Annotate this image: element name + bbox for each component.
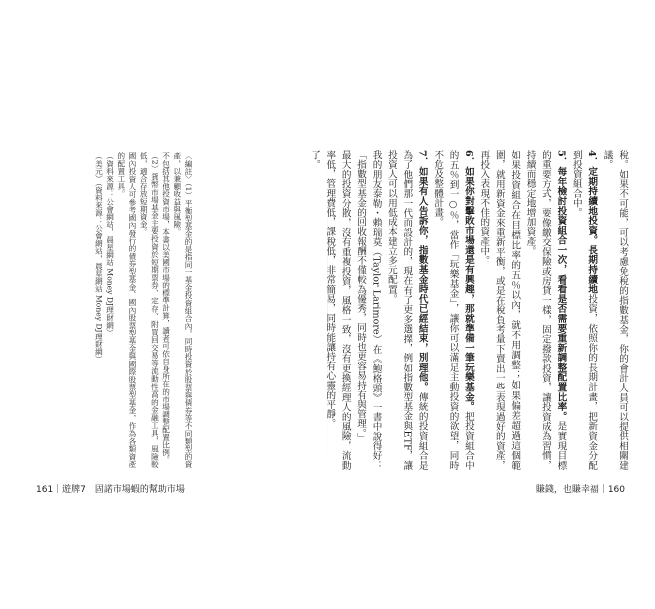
right-page-body xyxy=(324,150,630,470)
paragraph-3: 5．每年檢討投資組合一次，看看是否需要重新調整配置比率。是實現目標的重要方式，要像繳交保險或房貸一樣，固定撥款投資，讓投資成為習慣，持續而穩定地增加資產。 xyxy=(524,150,567,470)
paragraph-5: 6．如果你對擊敗市場還是有興趣，那就準備一筆玩樂基金。把投資組合中的五％到一○％，當作「玩樂基金」，讓你可以滿足主動投資的欲望，同時不危及整體計畫。 xyxy=(432,150,474,470)
paragraph-4: 如果投資組合在目標比率的五％以內，就不用調整；如果偏差超過這個範圍，就用新資金來重新平衡，或是在稅負考量下賣出一些表現過好的資產，再投入表現不佳的資產中。 xyxy=(478,150,521,470)
paragraph-1: 稅。如果不可能，可以考慮免稅的指數基金，你的會計人員可以提供相關建議。 xyxy=(601,150,628,470)
paragraph-2: 4．定期持續地投資。長期持續地投資，依照你的長期計畫，把新資金分配到投資組合中。 xyxy=(570,150,598,470)
paragraph-6: 7．如果有人告訴你，指數基金時代已經結束，別理他。傳統的投資組合是為了他們那一代而設計的，現在有了更多選擇，例如指數型基金與ETF，讓投資人可以用低成本建立多元配置。 xyxy=(385,150,428,470)
note-3: （2）貨幣市場基金主要投資於短期票券、定存、附買回交易等流動性高的金融工具，風險較低，適合存放短期資金。 xyxy=(139,152,160,468)
note-6: （美元）（資料來源：公會網站，晨星網站 Money DJ理財網） xyxy=(94,152,104,363)
editor-notes xyxy=(46,152,194,468)
note-5: （資料來源：公會網站，晨星網站 Money DJ理財網） xyxy=(105,152,115,337)
paragraph-9: 了。 xyxy=(309,150,320,170)
note-4: 國內投資人可參考國內發行的債券型基金、國內股票型基金與國際股票型基金，作為各類資產的配置工具。 xyxy=(116,152,137,468)
paragraph-7: 我的朋友泰勒・賴瑞莫（Taylor Larimore）在《鮑格頭》一書中說得好：「指數型基金的回收報酬不僅較為優秀，同時也更容易持有與管理。」 xyxy=(355,150,382,470)
right-page xyxy=(324,150,630,470)
right-page-footer: 賺錢，也賺幸福｜160 xyxy=(535,485,625,495)
left-page-footer: 161｜遊牌7 固諾市場蝦的幫助市場 xyxy=(36,485,185,495)
left-page-body xyxy=(194,150,322,470)
paragraph-8: 最大的投資分散，沒有重複投資，風格一致，沒有更換經理人的風險，流動率低，管理費低，課稅低，非常簡易，同時能讓持有心靈的平靜。 xyxy=(324,150,351,470)
note-1: 〈編註〉（1）平衡型基金的是指同一基金投資組合內，同時投資於股票與債券等不同類型的資產，以兼顧收益與風險。 xyxy=(172,152,193,468)
note-2: 不包括其他投資市場，本書以美國市場的標準計算，讀者可依自身所在的市場調整配置比例。 xyxy=(161,152,171,464)
left-page xyxy=(32,150,322,470)
